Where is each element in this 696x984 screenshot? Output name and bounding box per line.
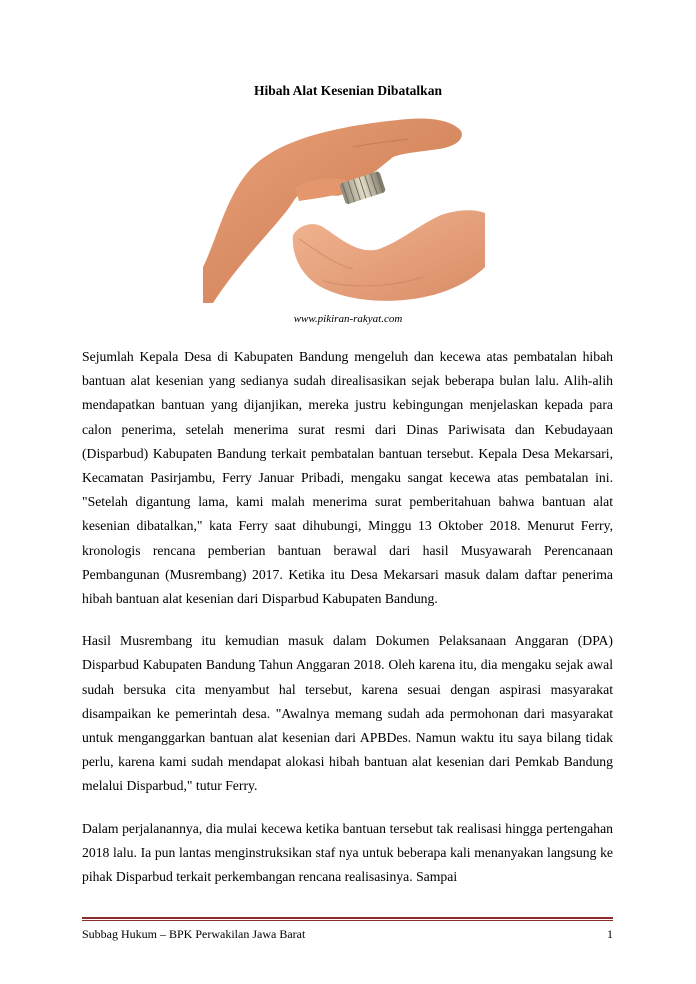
page-number: 1 xyxy=(607,927,613,941)
hands-coins-photo xyxy=(203,117,485,303)
paragraph: Sejumlah Kepala Desa di Kabupaten Bandung mengeluh dan kecewa atas pembatalan hibah bantuan alat kesenian yang sedianya sudah direalisasikan sejak beberapa bulan lalu. Alih-alih mendapatkan bantuan yang dijanjikan, mereka justru kebingungan menjelaskan kepada para calon penerima, setelah menerima surat resmi dari Dinas Pariwisata dan Kebudayaan (Disparbud) Kabupaten Bandung terkait pembatalan bantuan tersebut. Kepala Desa Mekarsari, Kecamatan Pasirjambu, Ferry Januar Pribadi, mengaku sangat kecewa atas pembatalan ini. "Setelah digantung lama, kami malah menerima surat pemberitahuan bahwa bantuan alat kesenian dibatalkan," kata Ferry saat dihubungi, Minggu 13 Oktober 2018. Menurut Ferry, kronologis rencana pemberian bantuan berawal dari hasil Musyawarah Perencanaan Pembangunan (Musrembang) 2017. Ketika itu Desa Mekarsari masuk dalam daftar penerima hibah bantuan alat kesenian dari Disparbud Kabupaten Bandung. xyxy=(82,349,613,607)
paragraph: Dalam perjalanannya, dia mulai kecewa ketika bantuan tersebut tak realisasi hingga pertengahan 2018 lalu. Ia pun lantas menginstruksikan staf nya untuk beberapa kali menanyakan langsung ke pihak Disparbud terkait perkembangan rencana realisasinya. Sampai xyxy=(82,820,613,885)
document-title: Hibah Alat Kesenian Dibatalkan xyxy=(254,83,442,98)
article-body xyxy=(82,345,613,907)
footer-divider xyxy=(82,917,613,921)
footer-organization: Subbag Hukum – BPK Perwakilan Jawa Barat xyxy=(82,927,306,941)
figure-caption: www.pikiran-rakyat.com xyxy=(293,313,403,325)
paragraph: Hasil Musrembang itu kemudian masuk dalam Dokumen Pelaksanaan Anggaran (DPA) Disparbud Kabupaten Bandung Tahun Anggaran 2018. Oleh karena itu, dia mengaku sejak awal sudah bersuka cita menyambut hal tersebut, karena sesuai dengan aspirasi masyarakat disampaikan ke pemerintah desa. "Awalnya memang sudah ada permohonan dari masyarakat untuk menganggarkan bantuan alat kesenian dari APBDes. Namun waktu itu saya bilang tidak perlu, karena kami sudah mendapat alokasi hibah bantuan alat kesenian dari Pemkab Bandung melalui Disparbud," tutur Ferry. xyxy=(82,633,613,794)
